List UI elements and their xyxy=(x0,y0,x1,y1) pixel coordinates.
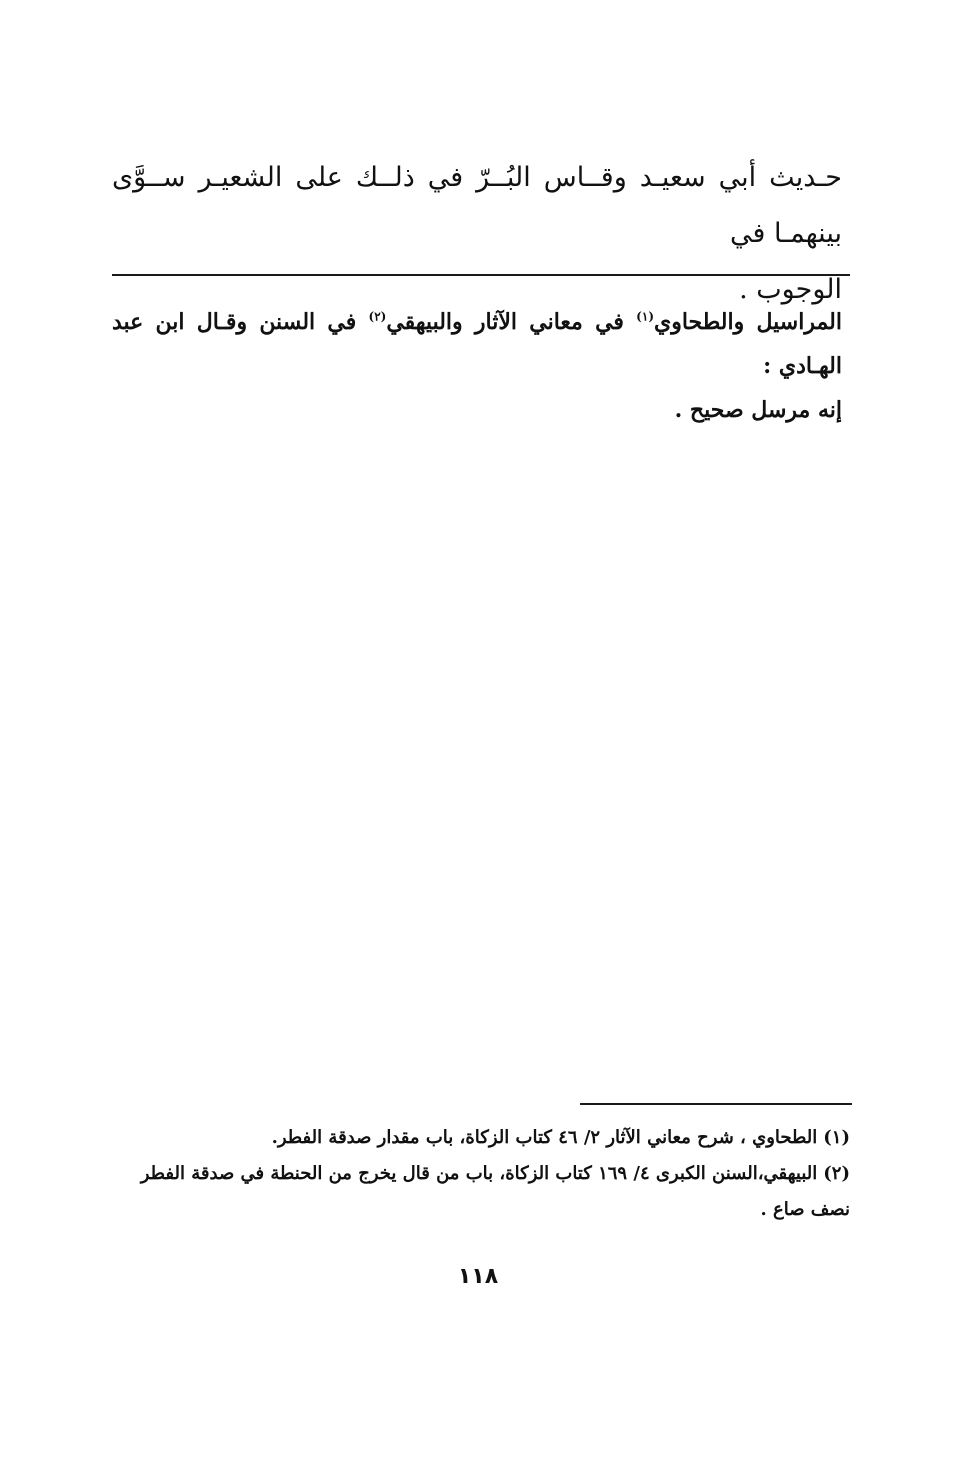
footnote-reference: (٢) xyxy=(368,309,387,324)
citation-text: المراسيل والطحاوي xyxy=(654,309,843,335)
citation-paragraph xyxy=(112,300,842,432)
footnote-separator xyxy=(580,1103,852,1105)
footnote-item xyxy=(122,1156,850,1228)
citation-text: في معاني الآثار والبيهقي xyxy=(386,309,637,335)
citation-line: إنه مرسل صحيح . xyxy=(674,397,842,423)
footnote-number: (١) xyxy=(823,1127,850,1148)
footnote-text: البيهقي،السنن الكبرى ٤/ ١٦٩ كتاب الزكاة، باب من قال يخرج من الحنطة في صدقة الفطر نصف صاع . xyxy=(140,1163,850,1220)
footnote-item xyxy=(122,1120,850,1156)
main-paragraph-line: الوجوب . xyxy=(739,274,842,305)
page-number: ١١٨ xyxy=(457,1264,499,1289)
main-paragraph xyxy=(112,150,842,318)
citation-text: في السنن وقـال ابن عبد الهـادي : xyxy=(112,309,842,379)
footnote-number: (٢) xyxy=(823,1163,850,1184)
footnote-text: الطحاوي ، شرح معاني الآثار ٢/ ٤٦ كتاب الزكاة، باب مقدار صدقة الفطر. xyxy=(271,1127,818,1148)
footnotes xyxy=(122,1120,850,1228)
main-paragraph-line: حـديث أبي سعيـد وقــاس البُــرّ في ذلــك على الشعيـر ســوَّى بينهمـا في xyxy=(112,162,842,249)
section-divider xyxy=(112,274,850,276)
citation-line xyxy=(112,300,842,388)
footnote-reference: (١) xyxy=(636,309,654,324)
